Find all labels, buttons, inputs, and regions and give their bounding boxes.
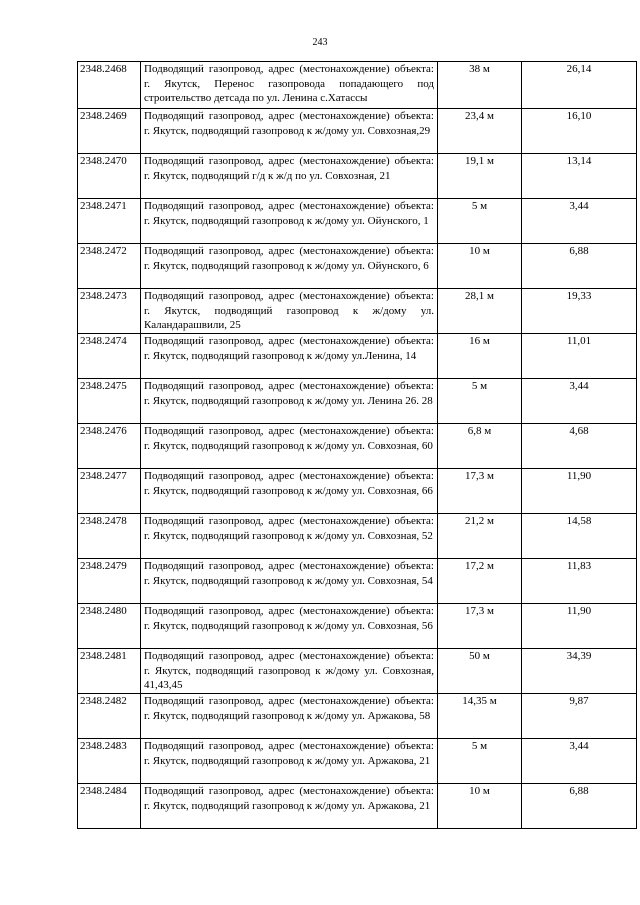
row-value: 13,14 — [522, 154, 637, 199]
row-code: 2348.2473 — [78, 289, 141, 334]
row-length: 6,8 м — [438, 424, 522, 469]
row-description: Подводящий газопровод, адрес (местонахождение) объекта: г. Якутск, подводящий газопровод к ж/дому ул. Совхозная, 60 — [141, 424, 438, 469]
row-length: 14,35 м — [438, 694, 522, 739]
row-description: Подводящий газопровод, адрес (местонахождение) объекта: г. Якутск, подводящий газопровод к ж/дому ул. Аржакова, 21 — [141, 739, 438, 784]
row-length: 21,2 м — [438, 514, 522, 559]
row-value: 11,90 — [522, 604, 637, 649]
row-length: 17,2 м — [438, 559, 522, 604]
row-code: 2348.2469 — [78, 109, 141, 154]
row-value: 9,87 — [522, 694, 637, 739]
table-row — [78, 199, 637, 244]
row-code: 2348.2476 — [78, 424, 141, 469]
row-code: 2348.2481 — [78, 649, 141, 694]
table-row — [78, 379, 637, 424]
row-description: Подводящий газопровод, адрес (местонахождение) объекта: г. Якутск, подводящий газопровод к ж/дому ул. Аржакова, 21 — [141, 784, 438, 829]
table-row — [78, 784, 637, 829]
row-code: 2348.2468 — [78, 62, 141, 109]
row-description: Подводящий газопровод, адрес (местонахождение) объекта: г. Якутск, подводящий газопровод к ж/дому ул.Ленина, 14 — [141, 334, 438, 379]
row-value: 11,83 — [522, 559, 637, 604]
row-code: 2348.2479 — [78, 559, 141, 604]
row-value: 6,88 — [522, 784, 637, 829]
table-row — [78, 559, 637, 604]
row-length: 17,3 м — [438, 469, 522, 514]
row-code: 2348.2484 — [78, 784, 141, 829]
row-description: Подводящий газопровод, адрес (местонахождение) объекта: г. Якутск, подводящий газопровод к ж/дому ул. Совхозная, 56 — [141, 604, 438, 649]
page-number: 243 — [312, 37, 328, 48]
row-description: Подводящий газопровод, адрес (местонахождение) объекта: г. Якутск, подводящий газопровод к ж/дому ул. Каландарашвили, 25 — [141, 289, 438, 334]
row-code: 2348.2477 — [78, 469, 141, 514]
row-code: 2348.2470 — [78, 154, 141, 199]
row-value: 11,01 — [522, 334, 637, 379]
row-value: 4,68 — [522, 424, 637, 469]
row-description: Подводящий газопровод, адрес (местонахождение) объекта: г. Якутск, подводящий газопровод к ж/дому ул. Ойунского, 6 — [141, 244, 438, 289]
row-code: 2348.2478 — [78, 514, 141, 559]
row-length: 50 м — [438, 649, 522, 694]
row-value: 11,90 — [522, 469, 637, 514]
row-length: 17,3 м — [438, 604, 522, 649]
table-row — [78, 604, 637, 649]
table-row — [78, 334, 637, 379]
row-value: 19,33 — [522, 289, 637, 334]
row-description: Подводящий газопровод, адрес (местонахождение) объекта: г. Якутск, подводящий газопровод к ж/дому ул. Ленина 26. 28 — [141, 379, 438, 424]
row-length: 38 м — [438, 62, 522, 109]
table-row — [78, 514, 637, 559]
table-row — [78, 694, 637, 739]
row-code: 2348.2483 — [78, 739, 141, 784]
row-description: Подводящий газопровод, адрес (местонахождение) объекта: г. Якутск, подводящий газопровод к ж/дому ул. Ойунского, 1 — [141, 199, 438, 244]
row-code: 2348.2480 — [78, 604, 141, 649]
table-row — [78, 649, 637, 694]
row-code: 2348.2472 — [78, 244, 141, 289]
table-row — [78, 289, 637, 334]
table-row — [78, 739, 637, 784]
row-code: 2348.2482 — [78, 694, 141, 739]
row-length: 23,4 м — [438, 109, 522, 154]
row-value: 14,58 — [522, 514, 637, 559]
row-description: Подводящий газопровод, адрес (местонахождение) объекта: г. Якутск, подводящий газопровод к ж/дому ул. Совхозная, 66 — [141, 469, 438, 514]
row-description: Подводящий газопровод, адрес (местонахождение) объекта: г. Якутск, подводящий газопровод к ж/дому ул. Совхозная, 54 — [141, 559, 438, 604]
row-description: Подводящий газопровод, адрес (местонахождение) объекта: г. Якутск, подводящий газопровод к ж/дому ул. Совхозная, 41,43,45 — [141, 649, 438, 694]
row-code: 2348.2471 — [78, 199, 141, 244]
table-row — [78, 154, 637, 199]
table-row — [78, 469, 637, 514]
row-value: 3,44 — [522, 379, 637, 424]
row-length: 5 м — [438, 379, 522, 424]
row-length: 16 м — [438, 334, 522, 379]
row-value: 26,14 — [522, 62, 637, 109]
row-length: 10 м — [438, 784, 522, 829]
row-length: 5 м — [438, 199, 522, 244]
table-row — [78, 424, 637, 469]
row-value: 16,10 — [522, 109, 637, 154]
gas-pipeline-table — [77, 61, 637, 829]
row-length: 10 м — [438, 244, 522, 289]
table-row — [78, 109, 637, 154]
row-description: Подводящий газопровод, адрес (местонахождение) объекта: г. Якутск, Перенос газопровода попадающего под строительство детсада по ул. Ленина с.Хатассы — [141, 62, 438, 109]
row-description: Подводящий газопровод, адрес (местонахождение) объекта: г. Якутск, подводящий газопровод к ж/дому ул. Аржакова, 58 — [141, 694, 438, 739]
row-code: 2348.2474 — [78, 334, 141, 379]
table-row — [78, 244, 637, 289]
row-length: 28,1 м — [438, 289, 522, 334]
row-value: 3,44 — [522, 739, 637, 784]
row-length: 5 м — [438, 739, 522, 784]
table-row — [78, 62, 637, 109]
row-description: Подводящий газопровод, адрес (местонахождение) объекта: г. Якутск, подводящий г/д к ж/д по ул. Совхозная, 21 — [141, 154, 438, 199]
row-value: 6,88 — [522, 244, 637, 289]
row-value: 34,39 — [522, 649, 637, 694]
row-code: 2348.2475 — [78, 379, 141, 424]
row-description: Подводящий газопровод, адрес (местонахождение) объекта: г. Якутск, подводящий газопровод к ж/дому ул. Совхозная,29 — [141, 109, 438, 154]
row-length: 19,1 м — [438, 154, 522, 199]
row-value: 3,44 — [522, 199, 637, 244]
row-description: Подводящий газопровод, адрес (местонахождение) объекта: г. Якутск, подводящий газопровод к ж/дому ул. Совхозная, 52 — [141, 514, 438, 559]
